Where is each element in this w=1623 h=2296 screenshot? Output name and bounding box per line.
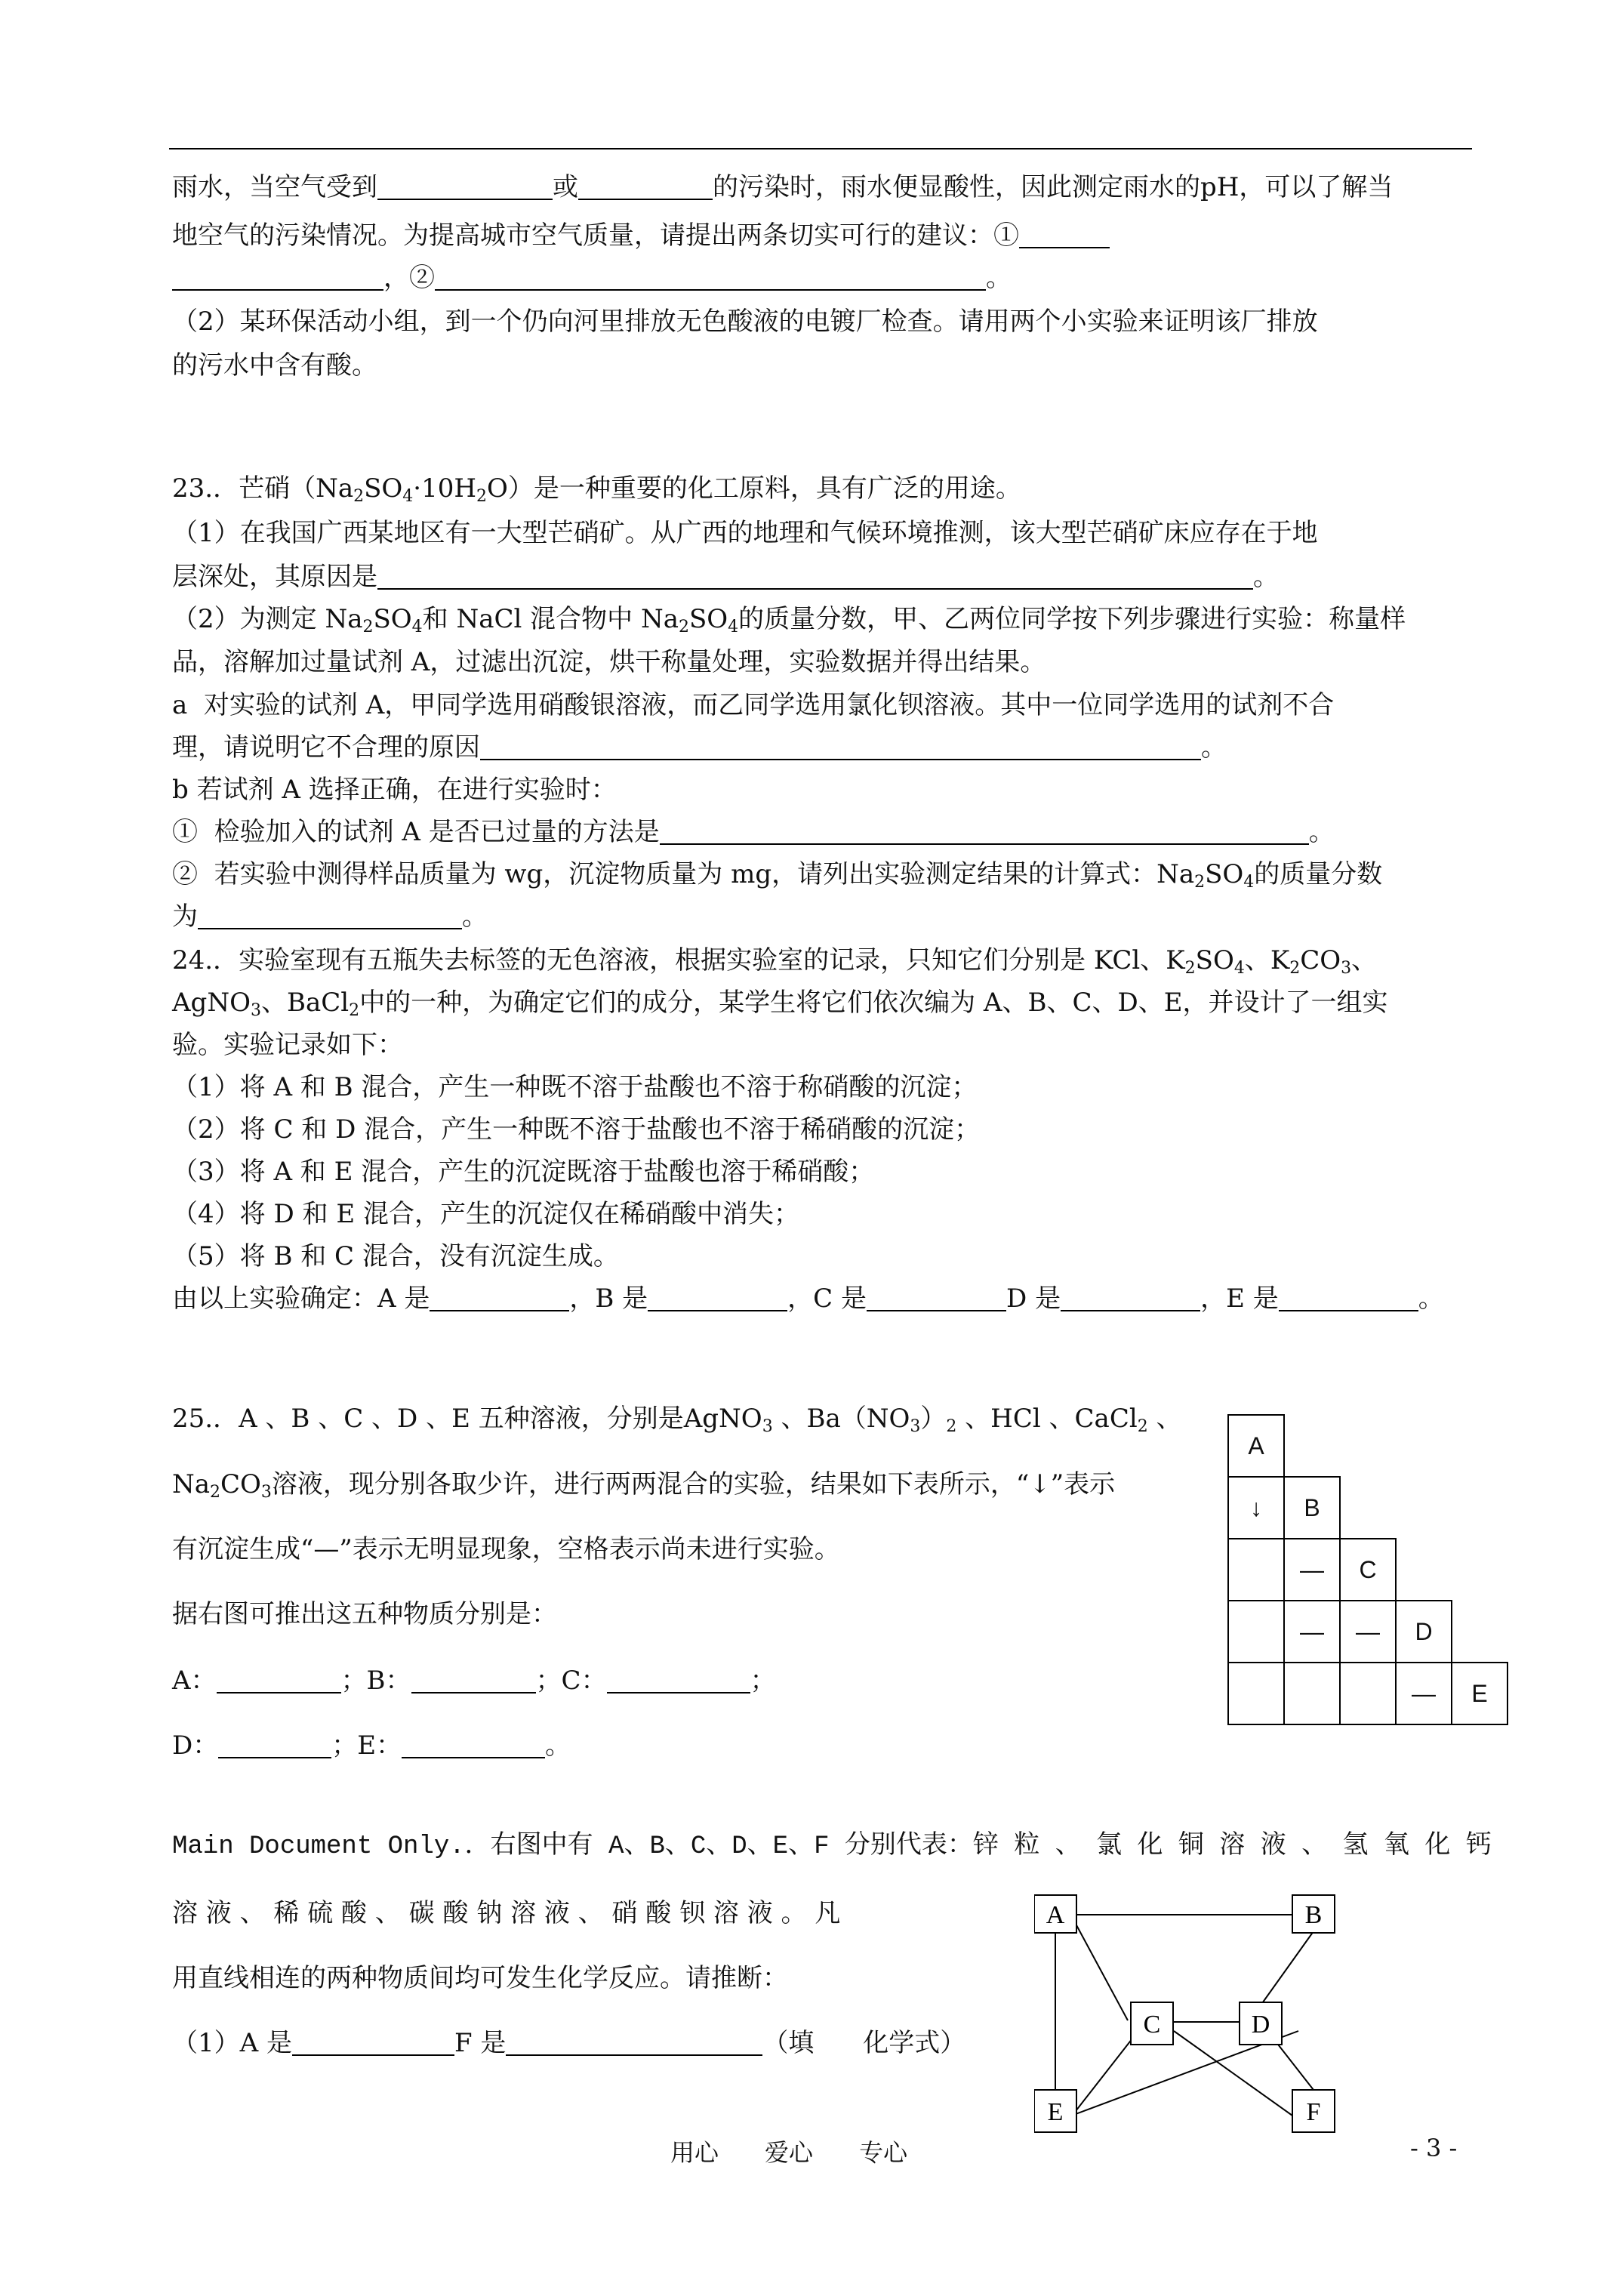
cell-a-d <box>1228 1601 1284 1663</box>
blank[interactable] <box>867 1284 1006 1311</box>
q26-line-3: 用直线相连的两种物质间均可发生化学反应。请推断： <box>172 1963 788 1993</box>
q25-line-2: $Na_2CO_3$溶液，现分别各取少许，进行两两混合的实验，结果如下表所示，“↓”表示 <box>172 1469 1116 1502</box>
blank[interactable] <box>1279 1284 1418 1311</box>
blank[interactable] <box>607 1666 750 1693</box>
cell-c-e <box>1340 1663 1396 1724</box>
cell-b-label: B <box>1284 1477 1340 1539</box>
blank[interactable] <box>217 1666 341 1693</box>
blank[interactable] <box>480 733 1201 760</box>
node-c-label: C <box>1143 2011 1161 2039</box>
cell-a-label: A <box>1228 1415 1284 1477</box>
q22-line-2: 地空气的污染情况。为提高城市空气质量，请提出两条切实可行的建议：① <box>172 219 1110 252</box>
cell-d-e: — <box>1396 1663 1452 1724</box>
q25-line-3: 有沉淀生成“—”表示无明显现象，空格表示尚未进行实验。 <box>172 1534 840 1564</box>
blank[interactable] <box>430 1284 569 1311</box>
q23-line-7: 理，请说明它不合理的原因 。 <box>172 732 1227 763</box>
q22-line-1: 雨水，当空气受到 或 的污染时，雨水便显酸性，因此测定雨水的pH，可以了解当 <box>172 172 1394 202</box>
q23-line-2: （1）在我国广西某地区有一大型芒硝矿。从广西的地理和气候环境推测，该大型芒硝矿床应存在于地 <box>172 518 1318 548</box>
q23-line-8: b 若试剂 A 选择正确，在进行实验时： <box>172 775 617 805</box>
blank[interactable] <box>660 818 1309 845</box>
blank[interactable] <box>218 1731 331 1758</box>
cell-a-e <box>1228 1663 1284 1724</box>
cell-c-label: C <box>1340 1539 1396 1601</box>
q23-line-6: a 对实验的试剂 A，甲同学选用硝酸银溶液，而乙同学选用氯化钡溶液。其中一位同学选用的试剂不合 <box>172 690 1335 720</box>
blank[interactable] <box>377 562 1253 590</box>
q23-line-10: ② 若实验中测得样品质量为 wg，沉淀物质量为 mg，请列出实验测定结果的计算式：$Na_2SO_4$的质量分数 <box>172 859 1383 892</box>
blank[interactable] <box>435 264 986 291</box>
cell-a-b: ↓ <box>1228 1477 1284 1539</box>
q23-line-5: 品，溶解加过量试剂 A，过滤出沉淀，烘干称量处理，实验数据并得出结果。 <box>172 647 1046 677</box>
edge-c-e <box>1076 2039 1132 2111</box>
blank[interactable] <box>377 173 553 200</box>
q24-line-3: 验。实验记录如下： <box>172 1030 403 1060</box>
q24-line-2: AgNO$_3$、BaCl$_2$中的一种，为确定它们的成分，某学生将它们依次编为 A、B、C、D、E，并设计了一组实 <box>172 988 1388 1020</box>
q25-line-6: D： ；E： 。 <box>172 1730 571 1761</box>
blank[interactable] <box>1061 1284 1200 1311</box>
blank[interactable] <box>411 1666 536 1693</box>
q25-line-4: 据右图可推出这五种物质分别是： <box>172 1599 557 1629</box>
q26-line-1: Main Document Only.．右图中有 A、B、C、D、E、F 分别代表：锌 粒 、 氯 化 铜 溶 液 、 氢 氧 化 钙 <box>172 1832 1492 1861</box>
q25-line-5: A： ；B： ；C： ； <box>172 1666 776 1696</box>
q23-line-3: 层深处，其原因是 。 <box>172 562 1279 592</box>
blank[interactable] <box>198 902 462 929</box>
q24-line-4: （1）将 A 和 B 混合，产生一种既不溶于盐酸也不溶于称硝酸的沉淀； <box>172 1072 978 1102</box>
blank[interactable] <box>506 2029 762 2056</box>
cell-b-d: — <box>1284 1601 1340 1663</box>
blank[interactable] <box>402 1731 545 1758</box>
node-d-label: D <box>1251 2011 1270 2039</box>
cell-c-d: — <box>1340 1601 1396 1663</box>
q26-line-2: 溶 液 、 稀 硫 酸 、 碳 酸 钠 溶 液 、 硝 酸 钡 溶 液 。 凡 <box>172 1898 841 1928</box>
q22-line-5: 的污水中含有酸。 <box>172 350 377 381</box>
q26-line-4: （1）A 是 F 是 （填 化学式） <box>172 2028 966 2058</box>
node-b-label: B <box>1304 1901 1323 1929</box>
blank[interactable] <box>292 2029 454 2056</box>
mixing-results-table <box>1227 1414 1508 1725</box>
q23-line-4: （2）为测定 $Na_2SO_4$和 NaCl 混合物中 $Na_2SO_4$的质量分数，甲、乙两位同学按下列步骤进行实验：称量样 <box>172 604 1406 636</box>
cell-b-e <box>1284 1663 1340 1724</box>
q23-line-11: 为 。 <box>172 901 488 932</box>
q24-line-9: 由以上实验确定：A 是 ，B 是 ，C 是 D 是 ，E 是 。 <box>172 1284 1444 1314</box>
q22-line-4: （2）某环保活动小组，到一个仍向河里排放无色酸液的电镀厂检查。请用两个小实验来证明该厂排放 <box>172 307 1318 337</box>
node-f-label: F <box>1306 2098 1321 2126</box>
q24-line-5: （2）将 C 和 D 混合，产生一种既不溶于盐酸也不溶于稀硝酸的沉淀； <box>172 1114 981 1145</box>
blank[interactable] <box>172 264 383 291</box>
q24-line-8: （5）将 B 和 C 混合，没有沉淀生成。 <box>172 1241 619 1271</box>
cell-b-c: — <box>1284 1539 1340 1601</box>
cell-d-label: D <box>1396 1601 1452 1663</box>
q22-line-3: ，② 。 <box>172 261 1012 294</box>
q24-line-7: （4）将 D 和 E 混合，产生的沉淀仅在稀硝酸中消失； <box>172 1199 799 1229</box>
edge-b-d <box>1261 1931 1313 2005</box>
blank[interactable] <box>1019 221 1110 248</box>
footer-motto: 用心 爱心 专心 <box>670 2138 908 2167</box>
page-number: - 3 - <box>1410 2134 1458 2162</box>
blank[interactable] <box>578 173 713 200</box>
cell-a-c <box>1228 1539 1284 1601</box>
header-rule <box>169 148 1472 149</box>
node-a-label: A <box>1046 1901 1065 1929</box>
q24-line-1: 24.．实验室现有五瓶失去标签的无色溶液，根据实验室的记录，只知它们分别是 KCl、$K_2SO_4$、$K_2CO_3$、 <box>172 945 1378 978</box>
edge-a-c <box>1076 1924 1128 2020</box>
edge-d-f <box>1276 2042 1313 2090</box>
q23-line-9: ① 检验加入的试剂 A 是否已过量的方法是 。 <box>172 817 1335 847</box>
q23-line-1: 23.．芒硝$(Na_2SO_4\cdot 10H_2O)$是一种重要的化工原料，具有广泛的用途。 <box>172 473 1021 506</box>
node-e-label: E <box>1047 2098 1064 2126</box>
cell-e-label: E <box>1452 1663 1508 1724</box>
q24-line-6: （3）将 A 和 E 混合，产生的沉淀既溶于盐酸也溶于稀硝酸； <box>172 1157 875 1187</box>
q25-line-1: 25.．A 、B 、C 、D 、E 五种溶液，分别是AgNO$_3$ 、$Ba(NO_3)_2$ 、HCl 、CaCl$_2$ 、 <box>172 1404 1182 1436</box>
blank[interactable] <box>648 1284 787 1311</box>
reaction-diagram <box>1034 1888 1351 2137</box>
